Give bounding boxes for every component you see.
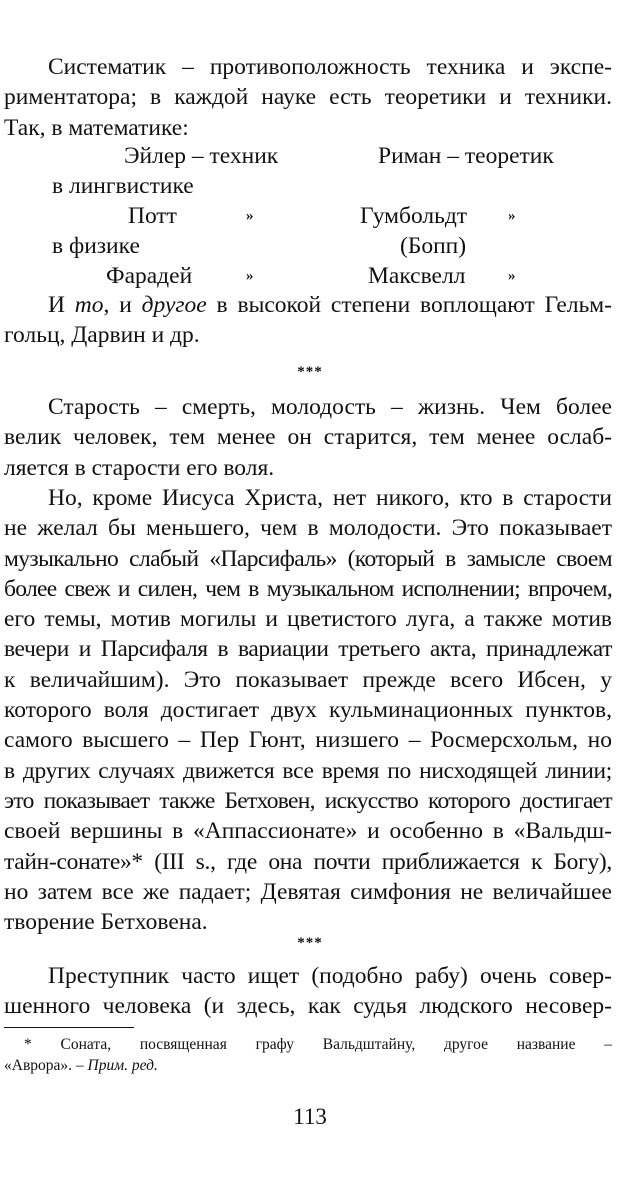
table-row [0, 173, 620, 203]
footnote-line: * Соната, посвященная графу Вальдштайну, другое название – [24, 1036, 612, 1053]
criminal-paragraph [4, 961, 612, 1022]
text-line: ляется в старости его воля. [4, 454, 275, 481]
text-fragment: , и [103, 292, 142, 318]
ditto-mark: » [246, 208, 254, 224]
text-line: его темы, мотив могилы и цветистого луга, а также мотив [4, 606, 612, 633]
table-row [0, 233, 620, 263]
text-line: шенного человека (и здесь, как судья людского несовер- [4, 993, 612, 1020]
closing-paragraph [4, 290, 612, 351]
footnote [4, 1034, 612, 1076]
text-line: самого высшего – Пер Гюнт, низшего – Росмерсхольм, но [4, 727, 612, 754]
text-line: музыкально слабый «Парсифаль» (который в замысле своем [4, 545, 612, 572]
text-line: но затем все же падает; Девятая симфония не величайшее [4, 878, 612, 905]
linguistics-technician: Потт [128, 203, 177, 229]
math-technician: Эйлер – техник [124, 143, 279, 169]
text-line: Так, в математике: [4, 114, 189, 141]
text-fragment: в высокой степени воплощают Гельм- [206, 292, 612, 318]
math-theorist: Риман – теоретик [378, 143, 554, 169]
intro-paragraph [4, 52, 612, 143]
linguistics-theorist: Гумбольдт [360, 203, 468, 229]
linguistics-theorist-extra: (Бопп) [400, 233, 467, 259]
text-line: не желал бы меньшего, чем в молодости. Это показывает [4, 515, 612, 542]
table-row [0, 143, 620, 173]
christ-paragraph [4, 483, 612, 937]
linguistics-label: в лингвистике [52, 173, 194, 199]
text-line: тайн-сонате»* (III s., где она почти приближается к Богу), [4, 848, 612, 875]
text-line: вечери и Парсифаля в вариации третьего акта, принадлежат [4, 636, 612, 663]
table-row [0, 263, 620, 293]
footnote-rule [4, 1027, 134, 1028]
text-line: велик человек, тем менее он старится, тем менее ослаб- [4, 424, 612, 451]
text-line: творение Бетховена. [4, 909, 208, 936]
text-line: своей вершины в «Аппассионате» и особенно в «Вальдш- [4, 818, 612, 845]
text-line: риментатора; в каждой науке есть теоретики и техники. [4, 84, 612, 111]
physics-label: в физике [52, 233, 140, 259]
text-line: Старость – смерть, молодость – жизнь. Чем более [48, 394, 612, 420]
emphasis: другое [141, 292, 207, 318]
footnote-line [4, 1055, 612, 1076]
table-row [0, 203, 620, 233]
text-line: гольц, Дарвин и др. [4, 322, 200, 349]
ditto-mark: » [508, 268, 516, 284]
ditto-mark: » [246, 268, 254, 284]
text-line [4, 290, 612, 320]
section-separator: *** [297, 935, 323, 951]
text-line: это показывает также Бетховен, искусство которого достигает [4, 787, 612, 814]
text-line: которого воля достигает двух кульминационных пунктов, [4, 697, 612, 724]
section-separator: *** [297, 364, 323, 380]
text-line: к величайшим). Это показывает прежде всего Ибсен, у [4, 666, 612, 693]
text-line: Преступник часто ищет (подобно рабу) очень совер- [48, 963, 612, 989]
emphasis: то [74, 292, 104, 318]
text-line: более свеж и силен, чем в музыкальном исполнении; впрочем, [4, 575, 612, 602]
physics-technician: Фарадей [106, 263, 193, 289]
text-fragment: «Аврора». – [4, 1057, 88, 1074]
page-number: 113 [293, 1104, 327, 1129]
ditto-mark: » [508, 208, 516, 224]
text-line: Систематик – противоположность техника и экспе- [48, 54, 612, 80]
text-line: Но, кроме Иисуса Христа, нет никого, кто в старости [48, 485, 612, 511]
physics-theorist: Максвелл [368, 263, 466, 289]
editor-note: Прим. ред. [87, 1057, 158, 1074]
text-line: в других случаях движется все время по нисходящей линии; [4, 757, 612, 784]
text-fragment: И [48, 292, 75, 318]
old-age-paragraph [4, 392, 612, 483]
